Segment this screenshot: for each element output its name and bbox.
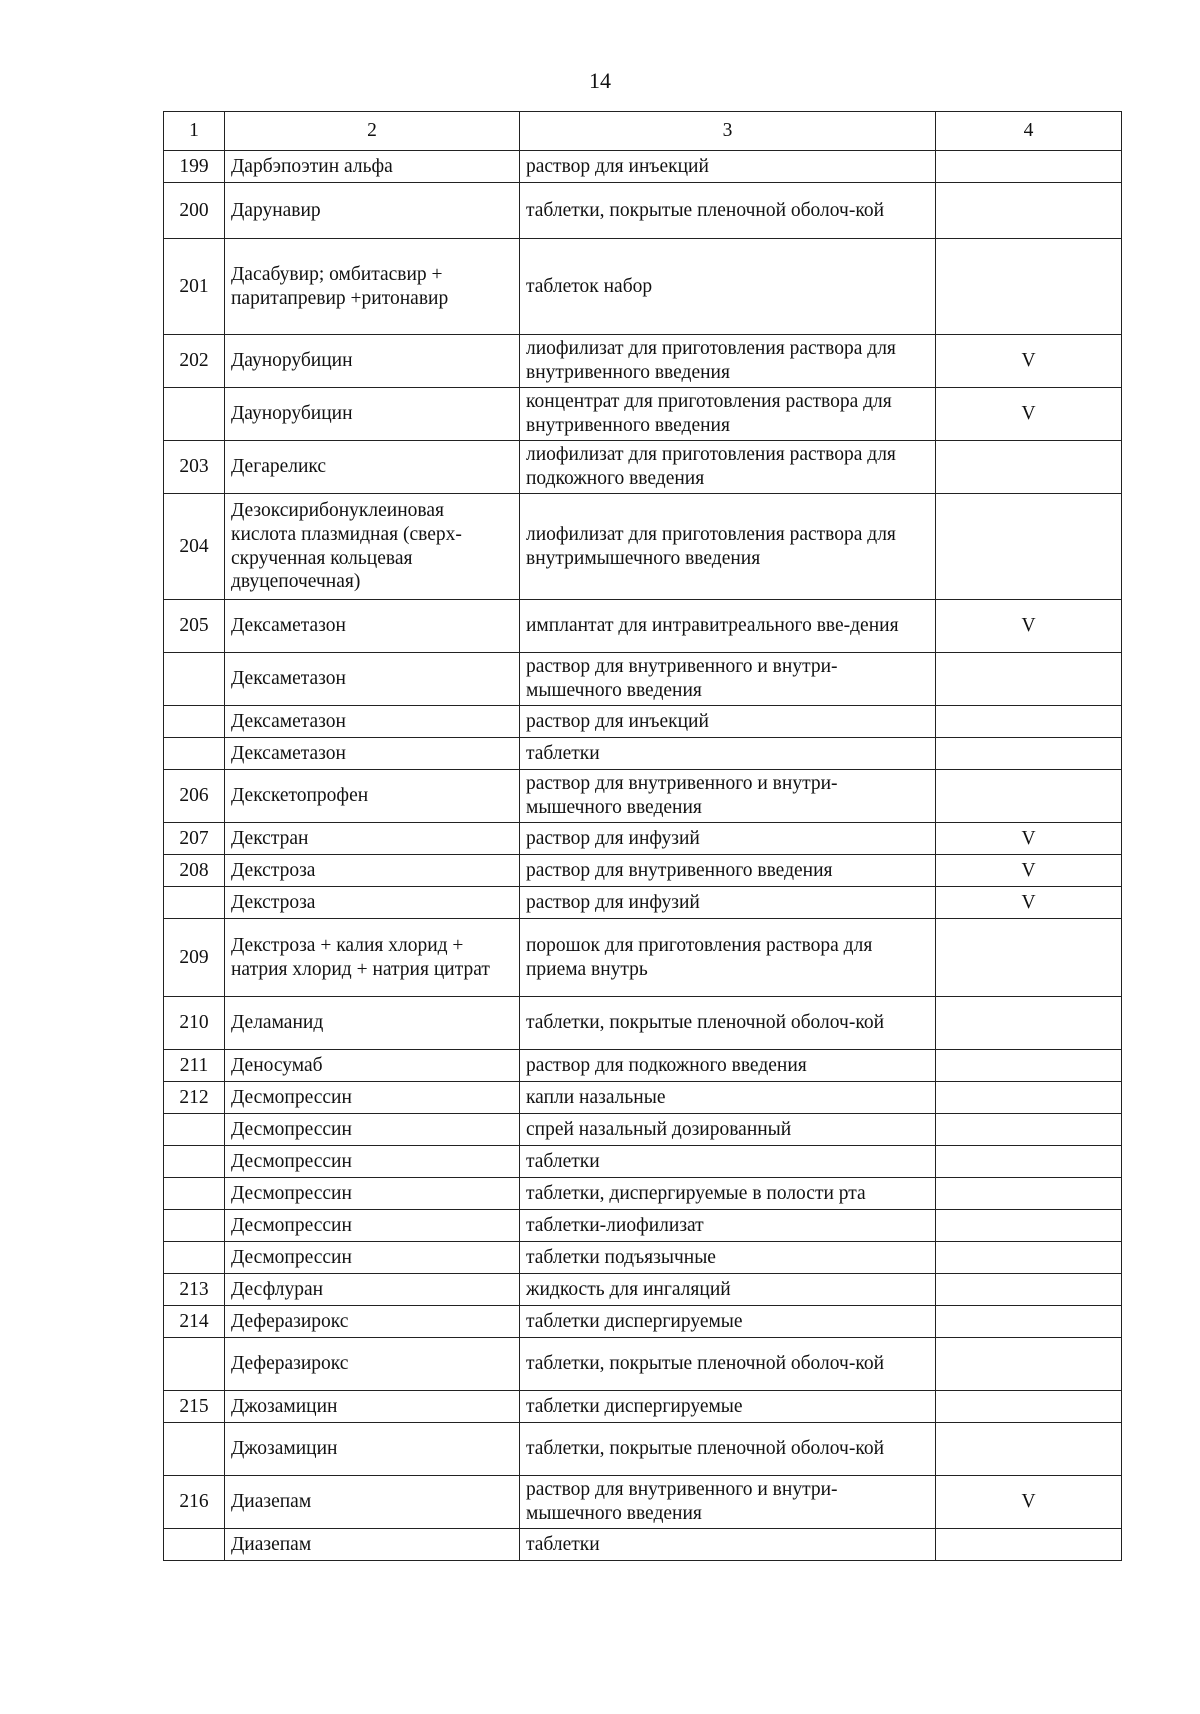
table-row xyxy=(164,919,1122,997)
drug-name-cell: Диазепам xyxy=(225,1529,520,1561)
row-number-cell xyxy=(164,887,225,919)
mark-cell: V xyxy=(936,600,1122,653)
mark-cell xyxy=(936,494,1122,600)
mark-cell xyxy=(936,1178,1122,1210)
header-row xyxy=(164,112,1122,151)
drug-name-cell: Декскетопрофен xyxy=(225,770,520,823)
dosage-form-cell: раствор для внутривенного и внутри-мышечного введения xyxy=(520,1476,936,1529)
drug-name-cell: Деносумаб xyxy=(225,1050,520,1082)
table-row xyxy=(164,770,1122,823)
table-row xyxy=(164,494,1122,600)
drug-name-cell: Дексаметазон xyxy=(225,600,520,653)
row-number-cell xyxy=(164,653,225,706)
row-number-cell xyxy=(164,388,225,441)
dosage-form-cell: таблеток набор xyxy=(520,239,936,335)
table-row xyxy=(164,1114,1122,1146)
table-row xyxy=(164,1338,1122,1391)
dosage-form-cell: капли назальные xyxy=(520,1082,936,1114)
table-row xyxy=(164,997,1122,1050)
drug-name-cell: Дарунавир xyxy=(225,183,520,239)
mark-cell xyxy=(936,151,1122,183)
mark-cell xyxy=(936,1529,1122,1561)
drug-name-cell: Джозамицин xyxy=(225,1423,520,1476)
mark-cell xyxy=(936,1210,1122,1242)
drug-name-cell: Декстроза xyxy=(225,855,520,887)
drug-name-cell: Деферазирокс xyxy=(225,1338,520,1391)
mark-cell xyxy=(936,1338,1122,1391)
drug-name-cell: Десмопрессин xyxy=(225,1082,520,1114)
table-row xyxy=(164,183,1122,239)
dosage-form-cell: лиофилизат для приготовления раствора для внутривенного введения xyxy=(520,335,936,388)
table-row xyxy=(164,1210,1122,1242)
page-number: 14 xyxy=(589,68,611,93)
row-number-cell: 209 xyxy=(164,919,225,997)
table-row xyxy=(164,706,1122,738)
dosage-form-cell: таблетки, покрытые пленочной оболоч-кой xyxy=(520,183,936,239)
row-number-cell xyxy=(164,1114,225,1146)
drug-name-cell: Дексаметазон xyxy=(225,738,520,770)
column-header-mark: 4 xyxy=(936,112,1122,151)
table-row xyxy=(164,1423,1122,1476)
table-row xyxy=(164,1050,1122,1082)
dosage-form-cell: спрей назальный дозированный xyxy=(520,1114,936,1146)
drug-name-cell: Десмопрессин xyxy=(225,1210,520,1242)
table-row xyxy=(164,388,1122,441)
dosage-form-cell: имплантат для интравитреального вве-дения xyxy=(520,600,936,653)
dosage-form-cell: лиофилизат для приготовления раствора для подкожного введения xyxy=(520,441,936,494)
row-number-cell: 213 xyxy=(164,1274,225,1306)
drug-name-cell: Декстроза + калия хлорид + натрия хлорид + натрия цитрат xyxy=(225,919,520,997)
table-row xyxy=(164,887,1122,919)
table-row xyxy=(164,1476,1122,1529)
mark-cell: V xyxy=(936,388,1122,441)
dosage-form-cell: таблетки подъязычные xyxy=(520,1242,936,1274)
table-row xyxy=(164,441,1122,494)
table-row xyxy=(164,1529,1122,1561)
table-row xyxy=(164,1242,1122,1274)
row-number-cell: 203 xyxy=(164,441,225,494)
table-body xyxy=(164,151,1122,1561)
table-row xyxy=(164,823,1122,855)
row-number-cell: 201 xyxy=(164,239,225,335)
mark-cell xyxy=(936,997,1122,1050)
table-row xyxy=(164,1391,1122,1423)
drug-name-cell: Десмопрессин xyxy=(225,1146,520,1178)
mark-cell xyxy=(936,1146,1122,1178)
dosage-form-cell: лиофилизат для приготовления раствора для внутримышечного введения xyxy=(520,494,936,600)
drug-name-cell: Деферазирокс xyxy=(225,1306,520,1338)
table-row xyxy=(164,335,1122,388)
mark-cell xyxy=(936,1242,1122,1274)
row-number-cell: 202 xyxy=(164,335,225,388)
row-number-cell: 212 xyxy=(164,1082,225,1114)
drug-name-cell: Дегареликс xyxy=(225,441,520,494)
drug-name-cell: Дезоксирибонуклеиновая кислота плазмидная (сверх-скрученная кольцевая двуцепочечная) xyxy=(225,494,520,600)
mark-cell xyxy=(936,919,1122,997)
mark-cell xyxy=(936,738,1122,770)
drug-name-cell: Дексаметазон xyxy=(225,653,520,706)
drug-name-cell: Десмопрессин xyxy=(225,1114,520,1146)
mark-cell xyxy=(936,1306,1122,1338)
dosage-form-cell: таблетки xyxy=(520,738,936,770)
dosage-form-cell: таблетки xyxy=(520,1529,936,1561)
row-number-cell xyxy=(164,1178,225,1210)
mark-cell xyxy=(936,441,1122,494)
row-number-cell xyxy=(164,1529,225,1561)
row-number-cell: 199 xyxy=(164,151,225,183)
row-number-cell: 206 xyxy=(164,770,225,823)
mark-cell xyxy=(936,1391,1122,1423)
mark-cell xyxy=(936,239,1122,335)
drug-name-cell: Даунорубицин xyxy=(225,335,520,388)
drug-name-cell: Деламанид xyxy=(225,997,520,1050)
table-row xyxy=(164,1274,1122,1306)
dosage-form-cell: раствор для внутривенного и внутри-мышечного введения xyxy=(520,653,936,706)
row-number-cell xyxy=(164,1210,225,1242)
drug-name-cell: Диазепам xyxy=(225,1476,520,1529)
mark-cell: V xyxy=(936,335,1122,388)
dosage-form-cell: раствор для внутривенного и внутри-мышечного введения xyxy=(520,770,936,823)
dosage-form-cell: порошок для приготовления раствора для приема внутрь xyxy=(520,919,936,997)
dosage-form-cell: раствор для инфузий xyxy=(520,823,936,855)
mark-cell: V xyxy=(936,1476,1122,1529)
drug-name-cell: Десфлуран xyxy=(225,1274,520,1306)
row-number-cell xyxy=(164,738,225,770)
drug-name-cell: Дарбэпоэтин альфа xyxy=(225,151,520,183)
table-row xyxy=(164,1306,1122,1338)
row-number-cell: 207 xyxy=(164,823,225,855)
table-row xyxy=(164,239,1122,335)
dosage-form-cell: таблетки диспергируемые xyxy=(520,1391,936,1423)
mark-cell xyxy=(936,770,1122,823)
row-number-cell xyxy=(164,1146,225,1178)
drug-name-cell: Даунорубицин xyxy=(225,388,520,441)
drug-name-cell: Декстроза xyxy=(225,887,520,919)
dosage-form-cell: раствор для инъекций xyxy=(520,706,936,738)
mark-cell xyxy=(936,653,1122,706)
dosage-form-cell: таблетки-лиофилизат xyxy=(520,1210,936,1242)
dosage-form-cell: таблетки xyxy=(520,1146,936,1178)
row-number-cell xyxy=(164,1242,225,1274)
dosage-form-cell: таблетки, покрытые пленочной оболоч-кой xyxy=(520,1423,936,1476)
mark-cell xyxy=(936,1274,1122,1306)
table-row xyxy=(164,151,1122,183)
row-number-cell: 200 xyxy=(164,183,225,239)
drug-name-cell: Дексаметазон xyxy=(225,706,520,738)
row-number-cell: 208 xyxy=(164,855,225,887)
row-number-cell xyxy=(164,1338,225,1391)
table-row xyxy=(164,1082,1122,1114)
mark-cell: V xyxy=(936,887,1122,919)
row-number-cell xyxy=(164,1423,225,1476)
drug-name-cell: Джозамицин xyxy=(225,1391,520,1423)
dosage-form-cell: таблетки, покрытые пленочной оболоч-кой xyxy=(520,1338,936,1391)
medication-table xyxy=(163,111,1122,1561)
mark-cell xyxy=(936,183,1122,239)
row-number-cell: 205 xyxy=(164,600,225,653)
mark-cell xyxy=(936,1082,1122,1114)
table-row xyxy=(164,855,1122,887)
mark-cell xyxy=(936,1114,1122,1146)
row-number-cell: 210 xyxy=(164,997,225,1050)
dosage-form-cell: жидкость для ингаляций xyxy=(520,1274,936,1306)
row-number-cell: 211 xyxy=(164,1050,225,1082)
drug-name-cell: Дасабувир; омбитасвир + паритапревир +ритонавир xyxy=(225,239,520,335)
row-number-cell: 214 xyxy=(164,1306,225,1338)
table-row xyxy=(164,1178,1122,1210)
mark-cell: V xyxy=(936,823,1122,855)
dosage-form-cell: раствор для внутривенного введения xyxy=(520,855,936,887)
row-number-cell: 216 xyxy=(164,1476,225,1529)
drug-name-cell: Декстран xyxy=(225,823,520,855)
mark-cell: V xyxy=(936,855,1122,887)
dosage-form-cell: концентрат для приготовления раствора для внутривенного введения xyxy=(520,388,936,441)
table-row xyxy=(164,738,1122,770)
drug-name-cell: Десмопрессин xyxy=(225,1242,520,1274)
dosage-form-cell: таблетки диспергируемые xyxy=(520,1306,936,1338)
table-row xyxy=(164,653,1122,706)
row-number-cell: 204 xyxy=(164,494,225,600)
table-row xyxy=(164,600,1122,653)
row-number-cell: 215 xyxy=(164,1391,225,1423)
table-row xyxy=(164,1146,1122,1178)
row-number-cell xyxy=(164,706,225,738)
dosage-form-cell: раствор для подкожного введения xyxy=(520,1050,936,1082)
column-header-number: 1 xyxy=(164,112,225,151)
dosage-form-cell: таблетки, диспергируемые в полости рта xyxy=(520,1178,936,1210)
mark-cell xyxy=(936,1050,1122,1082)
drug-name-cell: Десмопрессин xyxy=(225,1178,520,1210)
column-header-name: 2 xyxy=(225,112,520,151)
dosage-form-cell: раствор для инъекций xyxy=(520,151,936,183)
mark-cell xyxy=(936,706,1122,738)
dosage-form-cell: раствор для инфузий xyxy=(520,887,936,919)
column-header-form: 3 xyxy=(520,112,936,151)
mark-cell xyxy=(936,1423,1122,1476)
dosage-form-cell: таблетки, покрытые пленочной оболоч-кой xyxy=(520,997,936,1050)
